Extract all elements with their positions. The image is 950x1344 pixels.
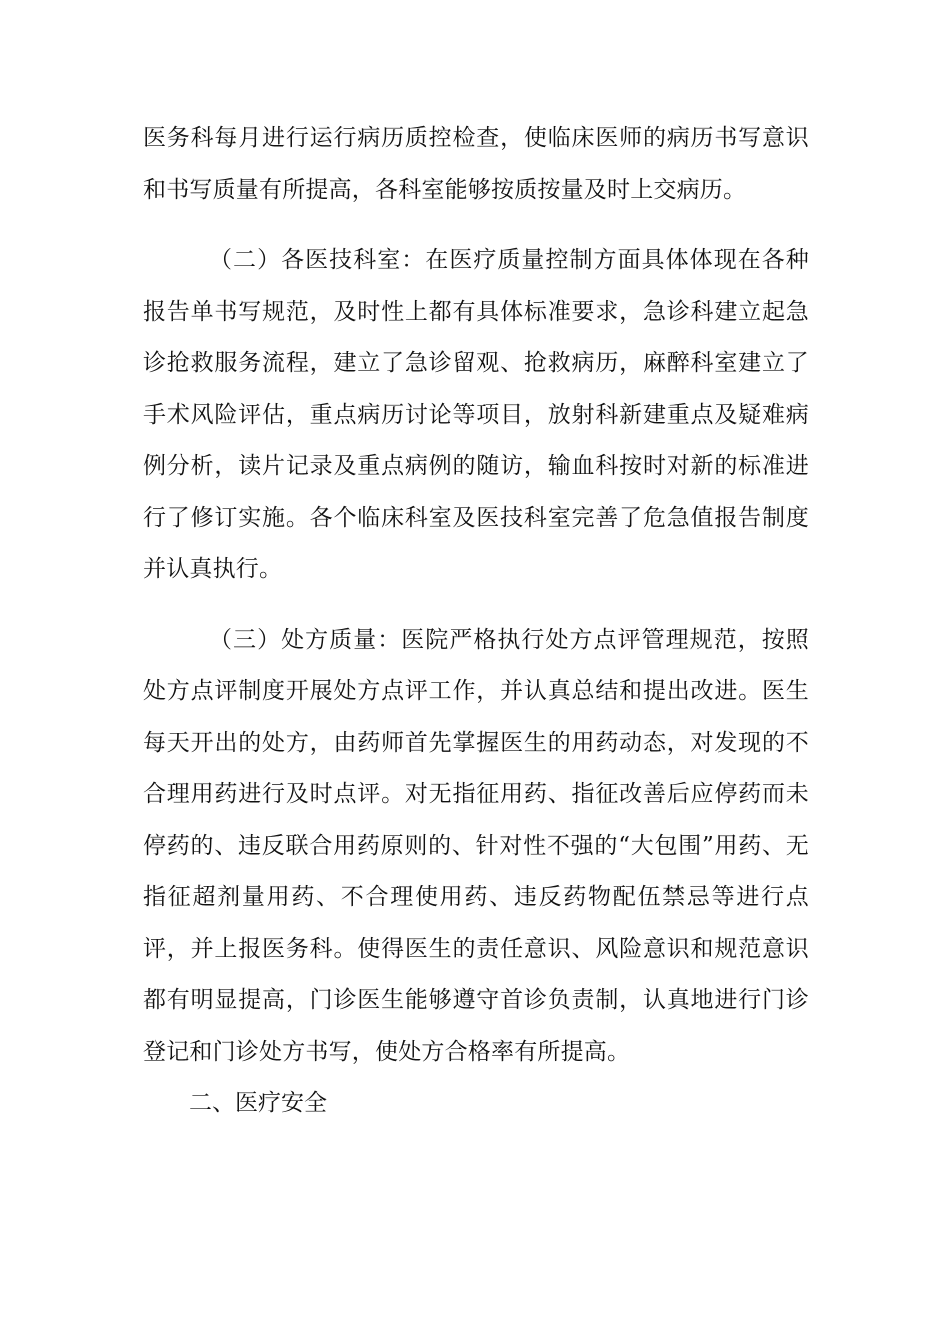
section-heading-medical-safety: 二、医疗安全 bbox=[189, 1090, 327, 1116]
paragraph-medical-technology-departments: （二）各医技科室：在医疗质量控制方面具体体现在各种报告单书写规范，及时性上都有具体标准要求，急诊科建立起急诊抢救服务流程，建立了急诊留观、抢救病历，麻醉科室建立了手术风险评估，重点病历讨论等项目，放射科新建重点及疑难病例分析，读片记录及重点病例的随访，输血科按时对新的标准进行了修订实施。各个临床科室及医技科室完善了危急值报告制度并认真执行。 bbox=[143, 247, 809, 582]
document-body bbox=[143, 113, 809, 1130]
paragraph-medical-records: 医务科每月进行运行病历质控检查，使临床医师的病历书写意识和书写质量有所提高，各科室能够按质按量及时上交病历。 bbox=[143, 125, 809, 203]
paragraph-prescription-quality: （三）处方质量：医院严格执行处方点评管理规范，按照处方点评制度开展处方点评工作，并认真总结和提出改进。医生每天开出的处方，由药师首先掌握医生的用药动态，对发现的不合理用药进行及时点评。对无指征用药、指征改善后应停药而未停药的、违反联合用药原则的、针对性不强的“大包围”用药、无指征超剂量用药、不合理使用药、违反药物配伍禁忌等进行点评，并上报医务科。使得医生的责任意识、风险意识和规范意识都有明显提高，门诊医生能够遵守首诊负责制，认真地进行门诊登记和门诊处方书写，使处方合格率有所提高。 bbox=[143, 626, 809, 1065]
